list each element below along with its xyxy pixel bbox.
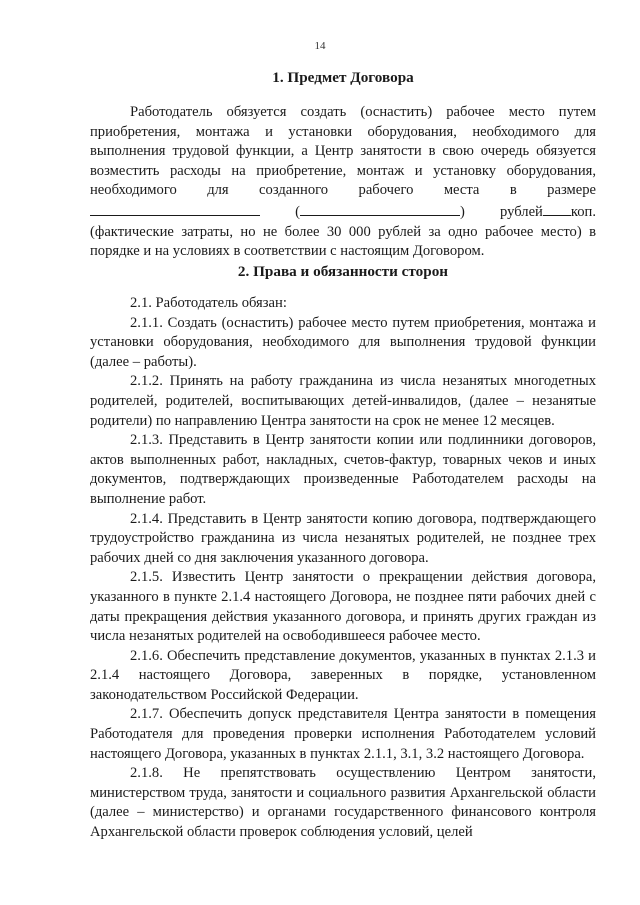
clause-2-1-3: 2.1.3. Представить в Центр занятости копии или подлинники договоров, актов выполненных работ, накладных, счетов-фактур, товарных чеков и иных документов, подтверждающих произведенные Работодателем расходы на выполнение работ. [90, 432, 596, 507]
paren-open: ( [295, 203, 301, 220]
clause-2-1-7: 2.1.7. Обеспечить допуск представителя Центра занятости в помещения Работодателя для проведения проверки исполнения Работодателем условий настоящего Договора, указанных в пунктах 2.1.1, 3.1, 3.2 настоящего Договора. [90, 706, 596, 762]
clause-2-1-8: 2.1.8. Не препятствовать осуществлению Центром занятости, министерством труда, занятости и социального развития Архангельской области (далее – министерство) и органами государственного финансового контроля Архангельской области проверок соблюдения условий, целей [90, 765, 596, 841]
amount-words-blank [300, 201, 460, 216]
clause-2-1-4: 2.1.4. Представить в Центр занятости копию договора, подтверждающего трудоустройство гражданина из числа незанятых родителей, не позднее трех рабочих дней со дня заключения указанного договора. [90, 510, 596, 566]
kop-blank [543, 201, 571, 216]
page-number: 14 [314, 40, 326, 52]
paren-close: ) [460, 203, 465, 220]
rub-label: рублей [500, 203, 543, 220]
clause-2-1-5: 2.1.5. Известить Центр занятости о прекращении действия договора, указанного в пункте 2.1.4 настоящего Договора, не позднее пяти рабочих дней с даты прекращения действия указанного договора, и принять других граждан из числа незанятых родителей на освободившееся рабочее место. [90, 569, 596, 645]
section-2-heading: 2. Права и обязанности сторон [237, 263, 449, 280]
section-1-text-end: (фактические затраты, но не более 30 000 рублей за одно рабочее место) в порядке и на условиях в соответствии с настоящим Договором. [90, 223, 596, 260]
clause-2-1-6: 2.1.6. Обеспечить представление документов, указанных в пунктах 2.1.3 и 2.1.4 настоящего Договора, заверенных в порядке, установленном законодательством Российской Федерации. [90, 647, 596, 703]
clause-2-1-1: 2.1.1. Создать (оснастить) рабочее место путем приобретения, монтажа и установки оборудования, необходимого для выполнения трудовой функции (далее – работы). [90, 314, 596, 370]
kop-label: коп. [570, 203, 596, 220]
section-1-text-start: Работодатель обязуется создать (оснастить) рабочее место путем приобретения, монтажа и установки оборудования, необходимого для выполнения трудовой функции, а Центр занятости в свою очередь обязуется возместить расходы на приобретение, монтаж и установку оборудования, необходимого для созданного рабочего места в размере [90, 104, 596, 199]
clause-2-1: 2.1. Работодатель обязан: [130, 295, 287, 311]
section-1-body [90, 103, 596, 262]
section-1-paragraph [90, 103, 596, 262]
section-1-heading: 1. Предмет Договора [272, 69, 414, 86]
clause-2-1-2: 2.1.2. Принять на работу гражданина из числа незанятых многодетных родителей, родителей, воспитывающих детей-инвалидов, (далее – незанятые родители) по направлению Центра занятости на срок не менее 12 месяцев. [90, 373, 596, 429]
section-2-body [90, 294, 596, 843]
amount-blank [90, 201, 260, 216]
